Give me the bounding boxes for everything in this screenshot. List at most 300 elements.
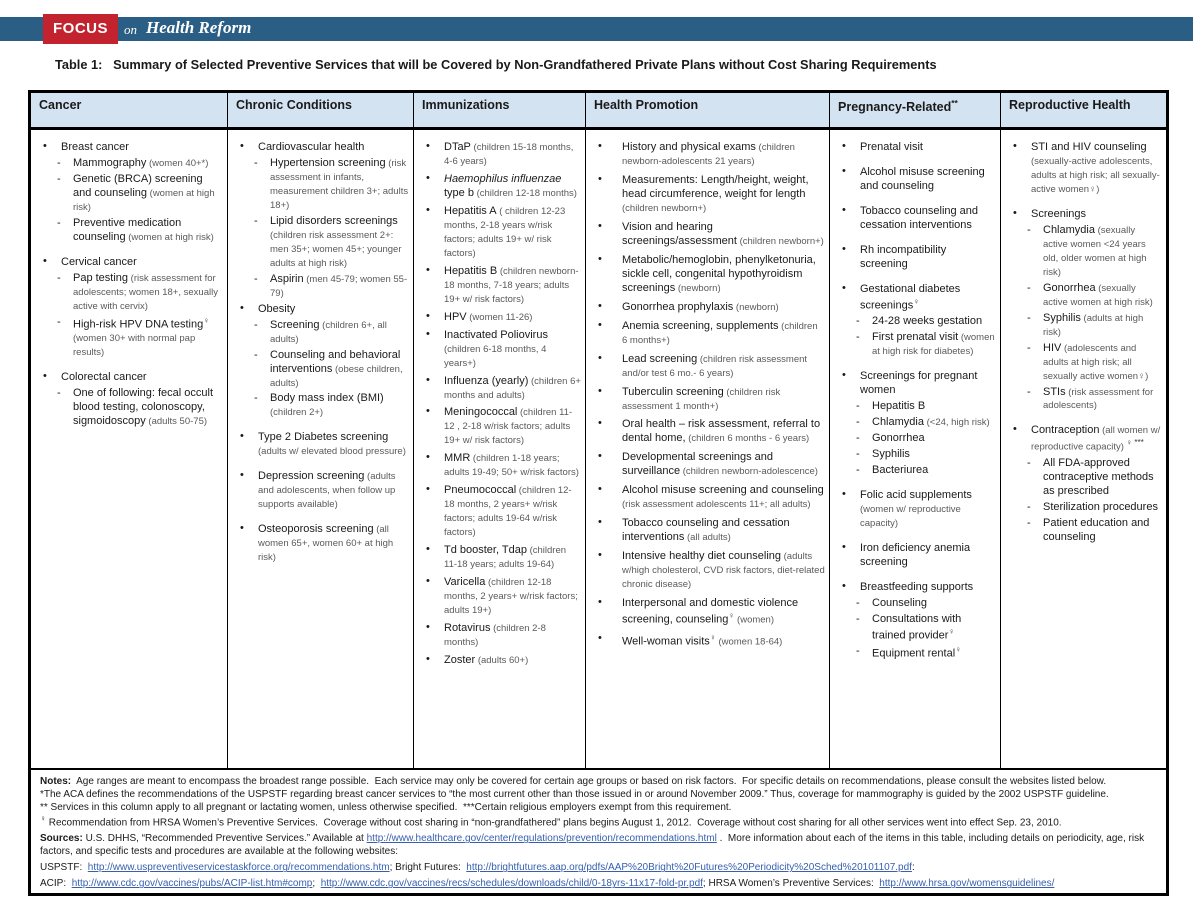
- service-name: Gonorrhea: [1043, 281, 1096, 294]
- service-detail: (risk assessment adolescents 11+; all adults): [622, 499, 811, 511]
- note-link[interactable]: http://www.uspreventiveservicestaskforce.org/recommendations.htm: [87, 862, 390, 874]
- service-item: [836, 400, 996, 414]
- focus-logo: [43, 14, 118, 44]
- bullet-marker: •: [240, 522, 244, 535]
- service-item: [836, 597, 996, 611]
- service-item: [1007, 282, 1162, 310]
- service-name: Gonorrhea: [872, 432, 925, 445]
- note-link[interactable]: http://www.cdc.gov/vaccines/recs/schedules/downloads/child/0-18yrs-11x17-fold-pr.pdf: [320, 878, 703, 890]
- bullet-marker: •: [426, 373, 430, 386]
- dash-marker: -: [254, 272, 258, 285]
- column-header-label: Health Promotion: [594, 98, 699, 112]
- female-symbol: ♀: [203, 315, 210, 325]
- service-name: Aspirin: [270, 272, 304, 285]
- dash-marker: -: [1027, 385, 1031, 398]
- note-line: [40, 877, 1157, 890]
- column-header-footnote-mark: **: [951, 98, 958, 108]
- service-item: [420, 265, 581, 307]
- column-pregnancy-related: [830, 130, 1001, 768]
- service-name: History and physical exams: [622, 141, 756, 153]
- service-detail: (adults w/ elevated blood pressure): [258, 446, 406, 458]
- service-detail: (children 6 months+): [622, 320, 818, 346]
- bullet-marker: •: [598, 450, 602, 463]
- bullet-marker: •: [842, 164, 846, 177]
- service-detail: (adults 50-75): [145, 416, 208, 428]
- service-detail: (children 6-18 months, 4 years+): [444, 343, 547, 369]
- service-item: [420, 205, 581, 261]
- service-item: [1007, 517, 1162, 545]
- service-item: [836, 166, 996, 194]
- bullet-marker: •: [598, 140, 602, 152]
- bullet-marker: •: [842, 203, 846, 216]
- service-detail: (women w/ reproductive capacity): [860, 504, 961, 529]
- service-name: Lipid disorders screenings: [270, 214, 398, 227]
- service-name: Measurements: Length/height, weight, head circumference, weight for length: [622, 173, 809, 200]
- service-item: [836, 448, 996, 462]
- service-detail: (<24, high risk): [923, 417, 990, 429]
- service-item: [592, 174, 825, 216]
- service-detail: (children 11-18 years; adults 19-64): [444, 545, 567, 571]
- service-name: Obesity: [258, 302, 296, 315]
- service-name: Pneumococcal: [444, 484, 517, 497]
- service-item: [37, 256, 223, 270]
- dash-marker: -: [856, 645, 860, 658]
- note-line: [40, 801, 1157, 814]
- service-name: Pap testing: [73, 271, 129, 284]
- service-name: Equipment rental: [872, 648, 956, 661]
- service-item: [234, 215, 409, 271]
- note-link[interactable]: http://www.healthcare.gov/center/regulations/prevention/recommendations.html: [366, 833, 717, 845]
- bullet-marker: •: [43, 370, 47, 383]
- service-item: [592, 550, 825, 592]
- service-detail: (women 11-26): [466, 311, 533, 323]
- service-item: [836, 370, 996, 398]
- service-name: Oral health – risk assessment, referral to dental home,: [622, 418, 821, 445]
- service-item: [592, 353, 825, 381]
- dash-marker: -: [254, 318, 258, 331]
- note-line: [40, 775, 1157, 788]
- service-detail: (newborn): [675, 282, 721, 294]
- dash-marker: -: [1027, 281, 1031, 294]
- service-item: [1007, 501, 1162, 515]
- service-name: Breast cancer: [61, 141, 129, 153]
- column-header-immunizations: [414, 93, 586, 127]
- service-item: [420, 452, 581, 480]
- service-item: [836, 432, 996, 446]
- bullet-marker: •: [426, 171, 430, 184]
- service-detail: (children 12-18 months, 2 years+ w/risk factors; adults 19+): [444, 577, 578, 617]
- service-item: [836, 416, 996, 430]
- service-detail: (women 18-64): [715, 636, 783, 648]
- note-line: [40, 832, 1157, 858]
- service-detail: (children 12-18 months, 2 years+ w/risk factors; adults 19-64 w/risk factors): [444, 485, 572, 539]
- service-item: [37, 141, 223, 155]
- bullet-marker: •: [598, 219, 602, 232]
- note-text: Notes:: [40, 776, 72, 787]
- service-detail: (all women 65+, women 60+ at high risk): [258, 524, 394, 564]
- dash-marker: -: [856, 331, 860, 344]
- service-item: [592, 484, 825, 512]
- table-title: Table 1: Summary of Selected Preventive Services that will be Covered by Non-Grandfathered Private Plans without Cost Sharing Requirements: [55, 57, 937, 72]
- service-name: Lead screening: [622, 352, 698, 365]
- service-item: [234, 431, 409, 459]
- service-name: Consultations with trained provider: [872, 612, 962, 642]
- service-name: Preventive medication counseling: [73, 216, 182, 243]
- bullet-marker: •: [598, 351, 602, 364]
- note-line: [40, 861, 1157, 874]
- dash-marker: -: [1027, 500, 1031, 513]
- service-item: [836, 205, 996, 233]
- column-header-label: Chronic Conditions: [236, 98, 352, 112]
- bullet-marker: •: [842, 281, 846, 294]
- bullet-marker: •: [1013, 206, 1017, 219]
- service-name: Cardiovascular health: [258, 141, 365, 153]
- table-header-row: [31, 93, 1166, 130]
- bullet-marker: •: [426, 652, 430, 665]
- service-item: [37, 371, 223, 385]
- service-detail: (women at high risk for diabetes): [872, 332, 995, 358]
- service-name: Intensive healthy diet counseling: [622, 550, 781, 563]
- service-item: [836, 613, 996, 644]
- female-symbol: ♀: [709, 632, 716, 642]
- service-detail: (sexually active women <24 years old, older women at high risk): [1043, 224, 1147, 278]
- column-header-pregnancy-related: [830, 93, 1001, 127]
- column-health-promotion: [586, 130, 830, 768]
- service-name: Td booster, Tdap: [444, 544, 527, 557]
- service-name: Alcohol misuse screening and counseling: [860, 165, 985, 192]
- service-name: Hepatitis A: [444, 204, 497, 217]
- female-symbol: ♀: [948, 626, 955, 636]
- dash-marker: -: [254, 156, 258, 169]
- service-item: [836, 542, 996, 570]
- note-text: . More information about each of the items in this table, including details on periodicity, age, risk factors, and specific tests and procedures are available at the following websites:: [40, 833, 1147, 858]
- bullet-marker: •: [43, 140, 47, 152]
- bullet-marker: •: [426, 451, 430, 464]
- service-name: Gonorrhea prophylaxis: [622, 300, 734, 313]
- service-name: Zoster: [444, 653, 476, 666]
- service-item: [1007, 457, 1162, 499]
- service-name: STI and HIV counseling: [1031, 141, 1147, 153]
- footnote-symbols: ♀ ***: [1123, 438, 1144, 448]
- column-header-label: Reproductive Health: [1009, 98, 1131, 112]
- dash-marker: -: [856, 464, 860, 477]
- service-detail: (sexually-active adolescents, adults at high risk; all sexually-active women♀): [1031, 155, 1160, 195]
- note-text: ACIP:: [40, 878, 72, 890]
- dash-marker: -: [856, 596, 860, 609]
- service-item: [592, 633, 825, 650]
- bullet-marker: •: [842, 140, 846, 152]
- bullet-marker: •: [1013, 423, 1017, 436]
- service-name: Tobacco counseling and cessation interventions: [622, 517, 790, 544]
- note-link[interactable]: http://www.hrsa.gov/womensguidelines/: [879, 878, 1055, 890]
- service-item: [836, 464, 996, 478]
- service-item: [1007, 342, 1162, 384]
- service-detail: (children newborn-adolescents 21 years): [622, 142, 795, 167]
- service-detail: (men 45-79; women 55-79): [270, 273, 408, 299]
- bullet-marker: •: [842, 242, 846, 255]
- service-item: [420, 406, 581, 448]
- service-item: [836, 331, 996, 359]
- service-name: Counseling: [872, 596, 928, 609]
- service-item: [420, 141, 581, 169]
- service-name: Osteoporosis screening: [258, 523, 374, 536]
- dash-marker: -: [254, 392, 258, 405]
- service-name: All FDA-approved contraceptive methods as prescribed: [1043, 457, 1154, 497]
- female-symbol: ♀: [955, 645, 962, 655]
- note-text: Recommendation from HRSA Women’s Preventive Services. Coverage without cost sharing in “non-grandfathered” plans begins August 1, 2012. Coverage without cost sharing for all other services went into effect Sep. 23, 2010.: [46, 817, 1062, 829]
- notes-section: [31, 770, 1166, 893]
- bullet-marker: •: [598, 384, 602, 397]
- service-name: type b: [444, 186, 474, 199]
- dash-marker: -: [57, 387, 61, 400]
- service-item: [234, 349, 409, 391]
- bullet-marker: •: [598, 631, 602, 644]
- column-header-cancer: [31, 93, 228, 127]
- service-detail: (children newborn-adolescence): [680, 466, 818, 478]
- service-item: [420, 544, 581, 572]
- service-detail: (adults w/high cholesterol, CVD risk factors, diet-related chronic disease): [622, 551, 825, 591]
- service-name: Counseling and behavioral interventions: [270, 348, 401, 375]
- service-item: [420, 173, 581, 201]
- service-name: HIV: [1043, 341, 1062, 354]
- banner-on-text: on: [124, 22, 137, 37]
- female-symbol: ♀: [913, 296, 920, 306]
- bullet-marker: •: [598, 299, 602, 312]
- service-name: Prenatal visit: [860, 141, 923, 153]
- bullet-marker: •: [598, 252, 602, 265]
- service-name-italic: Haemophilus influenzae: [444, 172, 562, 185]
- service-name: One of following: fecal occult blood testing, colonoscopy, sigmoidoscopy: [73, 387, 214, 428]
- service-detail: (newborn): [733, 301, 779, 313]
- service-item: [592, 517, 825, 545]
- service-name: Screening: [270, 318, 320, 331]
- service-name: Well-woman visits: [622, 635, 710, 648]
- service-item: [234, 303, 409, 317]
- service-item: [592, 320, 825, 348]
- service-name: Body mass index (BMI): [270, 392, 384, 405]
- service-item: [234, 273, 409, 301]
- dash-marker: -: [1027, 341, 1031, 354]
- note-text: ** Services in this column apply to all pregnant or lactating women, unless otherwise specified. ***Certain religious employers exempt from this requirement.: [40, 802, 732, 813]
- service-item: [37, 387, 223, 429]
- column-immunizations: [414, 130, 586, 768]
- service-item: [420, 484, 581, 540]
- column-header-health-promotion: [586, 93, 830, 127]
- note-text: *The ACA defines the recommendations of the USPSTF regarding breast cancer services to “the most current other than those issued in or around November 2009.” Thus, coverage for mammography is guided by the 2002 USPSTF guideline.: [40, 789, 1109, 800]
- bullet-marker: •: [842, 540, 846, 553]
- dash-marker: -: [1027, 311, 1031, 324]
- service-name: Metabolic/hemoglobin, phenylketonuria, sickle cell, congenital hypothyroidism screenings: [622, 253, 816, 294]
- bullet-marker: •: [426, 263, 430, 276]
- service-item: [592, 141, 825, 169]
- service-item: [37, 272, 223, 314]
- service-item: [420, 375, 581, 403]
- service-name: Anemia screening, supplements: [622, 319, 779, 332]
- service-name: Syphilis: [872, 448, 910, 461]
- service-detail: (women at high risk): [125, 231, 214, 243]
- dash-marker: -: [254, 348, 258, 361]
- service-detail: ( children 12-23 months, 2-18 years w/risk factors; adults 19+ w/ risk factors): [444, 205, 566, 259]
- service-name: Screenings: [1031, 207, 1087, 220]
- service-item: [592, 597, 825, 628]
- bullet-marker: •: [1013, 140, 1017, 152]
- service-item: [420, 622, 581, 650]
- service-name: Hepatitis B: [444, 264, 498, 277]
- service-name: Breastfeeding supports: [860, 580, 974, 593]
- service-item: [37, 157, 223, 171]
- service-detail: (adults and adolescents, when follow up supports available): [258, 471, 396, 511]
- service-name: Screenings for pregnant women: [860, 370, 978, 397]
- bullet-marker: •: [426, 621, 430, 634]
- service-name: Developmental screenings and surveillance: [622, 451, 774, 478]
- service-name: Bacteriurea: [872, 464, 929, 477]
- bullet-marker: •: [598, 549, 602, 562]
- column-reproductive-health: [1001, 130, 1166, 768]
- female-symbol: ♀: [40, 814, 46, 823]
- service-detail: (risk assessment in infants, measurement children 3+; adults 18+): [270, 157, 409, 211]
- service-detail: (adults 60+): [475, 654, 529, 666]
- service-name: Chlamydia: [872, 416, 924, 429]
- dash-marker: -: [57, 315, 61, 328]
- column-header-reproductive-health: [1001, 93, 1166, 127]
- note-text: Age ranges are meant to encompass the broadest range possible. Each service may only be covered for certain age groups or based on risk factors. For specific details on recommendations, please consult the websites listed below.: [71, 776, 1107, 787]
- service-name: Inactivated Poliovirus: [444, 328, 548, 341]
- service-name: Colorectal cancer: [61, 371, 147, 384]
- service-name: Depression screening: [258, 470, 365, 483]
- service-detail: (children 2+): [270, 407, 324, 419]
- preventive-services-table: [28, 90, 1169, 896]
- dash-marker: -: [856, 432, 860, 445]
- service-name: Alcohol misuse screening and counseling: [622, 484, 824, 497]
- bullet-marker: •: [598, 318, 602, 331]
- service-item: [37, 316, 223, 361]
- service-detail: (adolescents and adults at high risk; all sexually active women♀): [1043, 342, 1149, 382]
- bullet-marker: •: [842, 369, 846, 382]
- service-detail: (children risk assessment and/or test 6 mo.- 6 years): [622, 353, 808, 379]
- service-detail: (children newborn-18 months, 7-18 years; adults 19+ w/ risk factors): [444, 265, 579, 305]
- bullet-marker: •: [426, 203, 430, 216]
- service-name: High-risk HPV DNA testing: [73, 318, 204, 331]
- service-detail: (children 6+ months and adults): [444, 375, 581, 401]
- bullet-marker: •: [240, 140, 244, 152]
- service-name: Folic acid supplements: [860, 489, 972, 502]
- service-detail: (children risk assessment 1 month+): [622, 386, 781, 412]
- service-detail: (children 15-18 months, 4-6 years): [444, 142, 574, 167]
- service-name: First prenatal visit: [872, 331, 959, 344]
- column-header-label: Immunizations: [422, 98, 510, 112]
- service-item: [836, 489, 996, 531]
- bullet-marker: •: [426, 483, 430, 496]
- service-detail: (children 1-18 years; adults 19-49; 50+ w/risk factors): [444, 453, 579, 479]
- service-name: 24-28 weeks gestation: [872, 315, 983, 328]
- bullet-marker: •: [426, 543, 430, 556]
- bullet-marker: •: [43, 254, 47, 267]
- service-item: [420, 576, 581, 618]
- service-detail: (risk assessment for adolescents): [1043, 386, 1154, 412]
- banner-title: Health Reform: [146, 18, 252, 37]
- service-name: Vision and hearing screenings/assessment: [622, 220, 737, 247]
- service-item: [1007, 224, 1162, 280]
- service-name: Tuberculin screening: [622, 385, 724, 398]
- service-item: [234, 319, 409, 347]
- bullet-marker: •: [426, 309, 430, 322]
- column-cancer: [31, 130, 228, 768]
- column-header-label: Cancer: [39, 98, 82, 112]
- service-name: Sterilization procedures: [1043, 500, 1158, 513]
- service-detail: (children newborn+): [622, 202, 707, 214]
- service-name: Meningococcal: [444, 406, 518, 419]
- service-item: [234, 470, 409, 512]
- column-header-label: Pregnancy-Related: [838, 100, 952, 115]
- note-text: USPSTF:: [40, 862, 88, 874]
- dash-marker: -: [856, 612, 860, 625]
- service-name: Cervical cancer: [61, 255, 137, 268]
- service-name: Contraception: [1031, 424, 1100, 437]
- bullet-marker: •: [240, 301, 244, 314]
- service-detail: (children 6 months - 6 years): [685, 433, 810, 445]
- note-text: U.S. DHHS, “Recommended Preventive Services.” Available at: [82, 833, 367, 845]
- service-detail: (all women w/ reproductive capacity): [1031, 425, 1161, 454]
- bullet-marker: •: [426, 405, 430, 418]
- service-item: [1007, 312, 1162, 340]
- bullet-marker: •: [426, 575, 430, 588]
- service-name: Iron deficiency anemia screening: [860, 541, 971, 568]
- service-name: Type 2 Diabetes screening: [258, 431, 389, 444]
- dash-marker: -: [856, 400, 860, 413]
- note-text: ;: [312, 878, 321, 890]
- note-text: ; HRSA Women’s Preventive Services:: [702, 878, 880, 890]
- service-name: Mammography: [73, 156, 147, 169]
- service-name: DTaP: [444, 141, 471, 153]
- column-chronic-conditions: [228, 130, 414, 768]
- service-name: Rh incompatibility screening: [860, 243, 947, 270]
- service-item: [37, 173, 223, 215]
- bullet-marker: •: [598, 417, 602, 430]
- service-detail: (obese children, adults): [270, 363, 403, 389]
- service-detail: (women at high risk): [73, 187, 215, 213]
- service-detail: (women 30+ with normal pap results): [73, 333, 196, 359]
- note-line: [40, 788, 1157, 801]
- service-name: Interpersonal and domestic violence screening, counseling: [622, 597, 799, 626]
- service-name: MMR: [444, 452, 471, 465]
- bullet-marker: •: [598, 483, 602, 496]
- service-name: Rotavirus: [444, 622, 491, 635]
- service-item: [836, 141, 996, 155]
- service-name: Gestational diabetes screenings: [860, 282, 961, 312]
- service-item: [592, 451, 825, 479]
- service-item: [836, 581, 996, 595]
- service-item: [234, 141, 409, 155]
- dash-marker: -: [856, 416, 860, 429]
- column-header-chronic-conditions: [228, 93, 414, 127]
- note-text: ; Bright Futures:: [389, 862, 467, 874]
- service-item: [420, 311, 581, 325]
- service-item: [836, 645, 996, 662]
- service-detail: (risk assessment for adolescents; women 18+, sexually active with cervix): [73, 272, 218, 312]
- dash-marker: -: [856, 315, 860, 328]
- service-name: Influenza (yearly): [444, 374, 529, 387]
- note-link[interactable]: http://brightfutures.aap.org/pdfs/AAP%20Bright%20Futures%20Periodicity%20Sched%20101107.pdf: [466, 862, 912, 874]
- service-name: Hepatitis B: [872, 400, 926, 413]
- service-item: [420, 329, 581, 371]
- service-name: Tobacco counseling and cessation interventions: [860, 204, 979, 231]
- service-item: [836, 244, 996, 272]
- dash-marker: -: [1027, 516, 1031, 529]
- bullet-marker: •: [598, 516, 602, 529]
- note-text: :: [911, 862, 915, 874]
- service-item: [592, 254, 825, 296]
- note-link[interactable]: http://www.cdc.gov/vaccines/pubs/ACIP-list.htm#comp: [71, 878, 313, 890]
